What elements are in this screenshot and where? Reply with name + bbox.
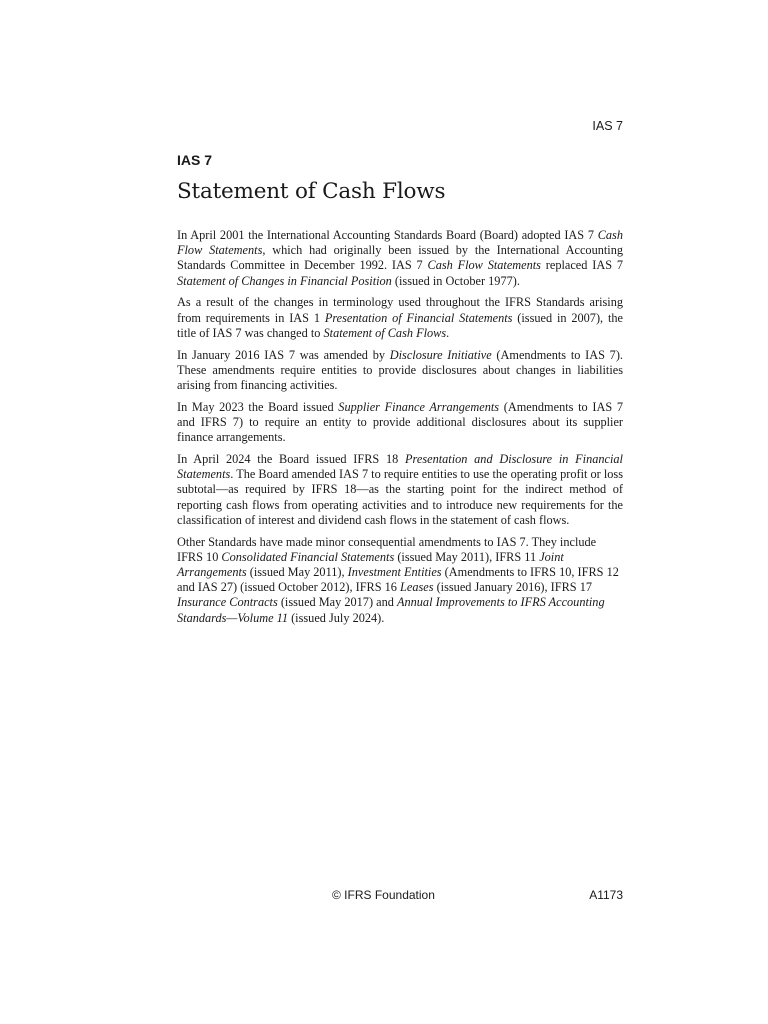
paragraph-text: (Amendments to IAS 7). These amendments require entities to provide disclosures about changes in liabilities arising from financing activities. <box>177 347 623 393</box>
italic-title-text: Cash Flow Statements <box>427 258 541 273</box>
paragraph-text: (issued May 2017) and <box>277 595 397 610</box>
paragraph-text: (issued in October 1977). <box>391 273 520 288</box>
paragraph-text: . <box>446 325 450 340</box>
paragraph-text: replaced IAS 7 <box>540 258 623 273</box>
paragraph-4 <box>177 400 623 446</box>
paragraph-5 <box>177 452 623 528</box>
paragraph-text: As a result of the changes in terminology used throughout the IFRS Standards arising from requirements in IAS 1 <box>177 295 623 325</box>
italic-title-text: Leases <box>400 580 434 595</box>
italic-title-text: Disclosure Initiative <box>389 347 492 362</box>
italic-title-text: Joint Arrangements <box>177 549 564 580</box>
italic-title-text: Statement of Changes in Financial Position <box>177 273 392 288</box>
body-text <box>177 228 623 632</box>
paragraph-text: In May 2023 the Board issued <box>177 399 339 414</box>
paragraph-text: (Amendments to IAS 7 and IFRS 7) to require an entity to provide additional disclosures about its supplier finance arrangements. <box>177 399 624 445</box>
paragraph-text: , which had originally been issued by the International Accounting Standards Committee in December 1992. IAS 7 <box>177 243 623 273</box>
paragraph-3 <box>177 348 623 394</box>
paragraph-text: (Amendments to IFRS 10, IFRS 12 and IAS 27) (issued October 2012), IFRS 16 <box>177 565 619 595</box>
paragraph-text: Other Standards have made minor consequential amendments to IAS 7. They include IFRS 10 <box>177 534 597 564</box>
italic-title-text: Annual Improvements to IFRS Accounting Standards—Volume 11 <box>177 595 605 625</box>
paragraph-text: In January 2016 IAS 7 was amended by <box>177 347 390 362</box>
italic-title-text: Statement of Cash Flows <box>323 325 447 340</box>
italic-title-text: Supplier Finance Arrangements <box>338 399 500 414</box>
paragraph-text: (issued July 2024). <box>288 610 385 625</box>
italic-title-text: Investment Entities <box>347 565 442 580</box>
paragraph-2 <box>177 295 623 341</box>
italic-title-text: Cash Flow Statements <box>177 228 623 258</box>
paragraph-1 <box>177 228 623 289</box>
italic-title-text: Presentation and Disclosure in Financial Statements <box>177 452 623 482</box>
paragraph-text: (issued January 2016), IFRS 17 <box>433 580 593 595</box>
footer-page-number: A1173 <box>589 888 623 902</box>
paragraph-text: (issued in 2007), the title of IAS 7 was changed to <box>177 310 623 340</box>
paragraph-text: In April 2024 the Board issued IFRS 18 <box>177 452 406 467</box>
italic-title-text: Consolidated Financial Statements <box>221 549 395 564</box>
italic-title-text: Presentation of Financial Statements <box>324 310 513 325</box>
italic-title-text: Insurance Contracts <box>177 595 278 610</box>
paragraph-text: (issued May 2011), <box>246 565 348 580</box>
paragraph-text: (issued May 2011), IFRS 11 <box>394 549 540 564</box>
page-title: Statement of Cash Flows <box>177 179 446 204</box>
footer-copyright: © IFRS Foundation <box>332 888 435 902</box>
running-head: IAS 7 <box>592 119 623 133</box>
standard-label: IAS 7 <box>177 152 213 168</box>
paragraph-text: . The Board amended IAS 7 to require entities to use the operating profit or loss subtotal—as required by IFRS 18—as the starting point for the indirect method of reporting cash flows from operating activities and to introduce new requirements for the classification of interest and dividend cash flows in the statement of cash flows. <box>177 467 623 527</box>
paragraph-text: In April 2001 the International Accounting Standards Board (Board) adopted IAS 7 <box>177 228 598 242</box>
paragraph-6 <box>177 535 623 626</box>
